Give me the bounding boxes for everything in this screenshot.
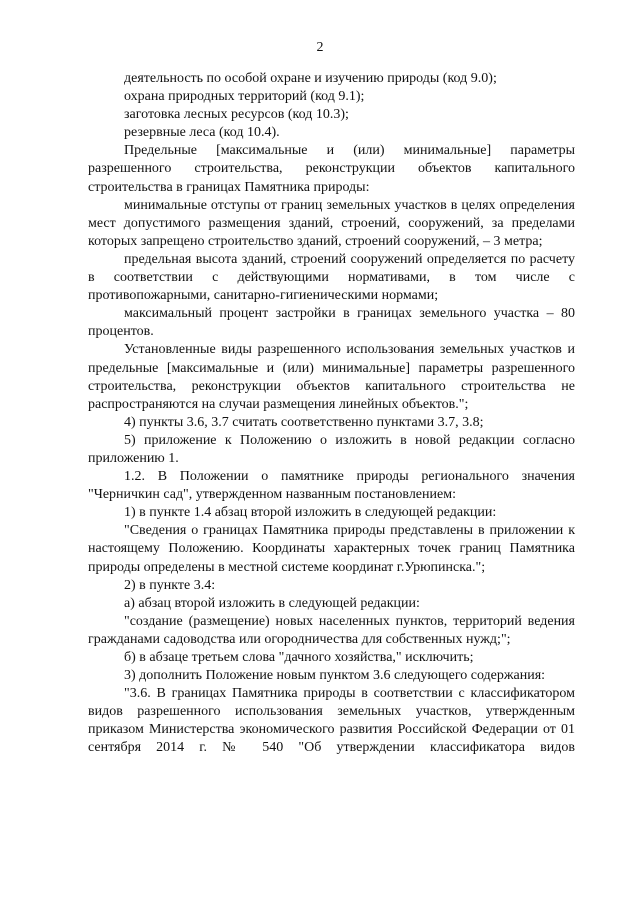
paragraph: "создание (размещение) новых населенных пунктов, территорий ведения гражданами садоводства или огородничества для собственных нужд;"; [88, 613, 575, 647]
paragraph: 3) дополнить Положение новым пунктом 3.6 следующего содержания: [124, 668, 546, 684]
paragraph: 4) пункты 3.6, 3.7 считать соответственно пунктами 3.7, 3.8; [124, 414, 484, 430]
paragraph: 2) в пункте 3.4: [124, 577, 216, 593]
paragraph: а) абзац второй изложить в следующей редакции: [124, 595, 420, 611]
paragraph: б) в абзаце третьем слова "дачного хозяйства," исключить; [124, 650, 474, 665]
paragraph: Установленные виды разрешенного использования земельных участков и предельные [максимальные и (или) минимальные] параметры разрешенного строительства, реконструкции объектов капитального строительства не распространяются на случаи размещения линейных объектов."; [88, 342, 575, 412]
paragraph: Предельные [максимальные и (или) минимальные] параметры разрешенного строительства, реконструкции объектов капитального строительства в границах Памятника природы: [88, 143, 575, 195]
paragraph: максимальный процент застройки в границах земельного участка – 80 процентов. [88, 306, 575, 340]
paragraph: "Сведения о границах Памятника природы представлены в приложении к настоящему Положению. Координаты характерных точек границ Памятника природы определены в местной системе координат г.Урюпинска."; [88, 523, 575, 575]
paragraph: 5) приложение к Положению о изложить в новой редакции согласно приложению 1. [88, 432, 575, 466]
paragraph: деятельность по особой охране и изучению природы (код 9.0); [124, 71, 497, 86]
paragraph: 1.2. В Положении о памятнике природы регионального значения "Черничкин сад", утвержденном названным постановлением: [88, 469, 575, 503]
paragraph: резервные леса (код 10.4). [124, 125, 280, 141]
paragraph: "3.6. В границах Памятника природы в соответствии с классификатором видов разрешенного использования земельных участков, утвержденным приказом Министерства экономического развития Российской Федерации от 01 сентября 2014 г. № 540 "Об утверждении классификатора видов [88, 686, 575, 756]
paragraph: заготовка лесных ресурсов (код 10.3); [124, 107, 349, 123]
paragraph: минимальные отступы от границ земельных участков в целях определения мест допустимого размещения зданий, строений, сооружений, за пределами которых запрещено строительство зданий, строений сооружений, – 3 метра; [88, 197, 575, 249]
paragraph: охрана природных территорий (код 9.1); [124, 89, 365, 105]
document-body [88, 70, 575, 758]
paragraph: 1) в пункте 1.4 абзац второй изложить в следующей редакции: [124, 505, 497, 521]
paragraph: предельная высота зданий, строений сооружений определяется по расчету в соответствии с действующими нормативами, в том числе с противопожарными, санитарно-гигиеническими нормами; [88, 251, 575, 304]
page-number: 2 [316, 40, 324, 55]
